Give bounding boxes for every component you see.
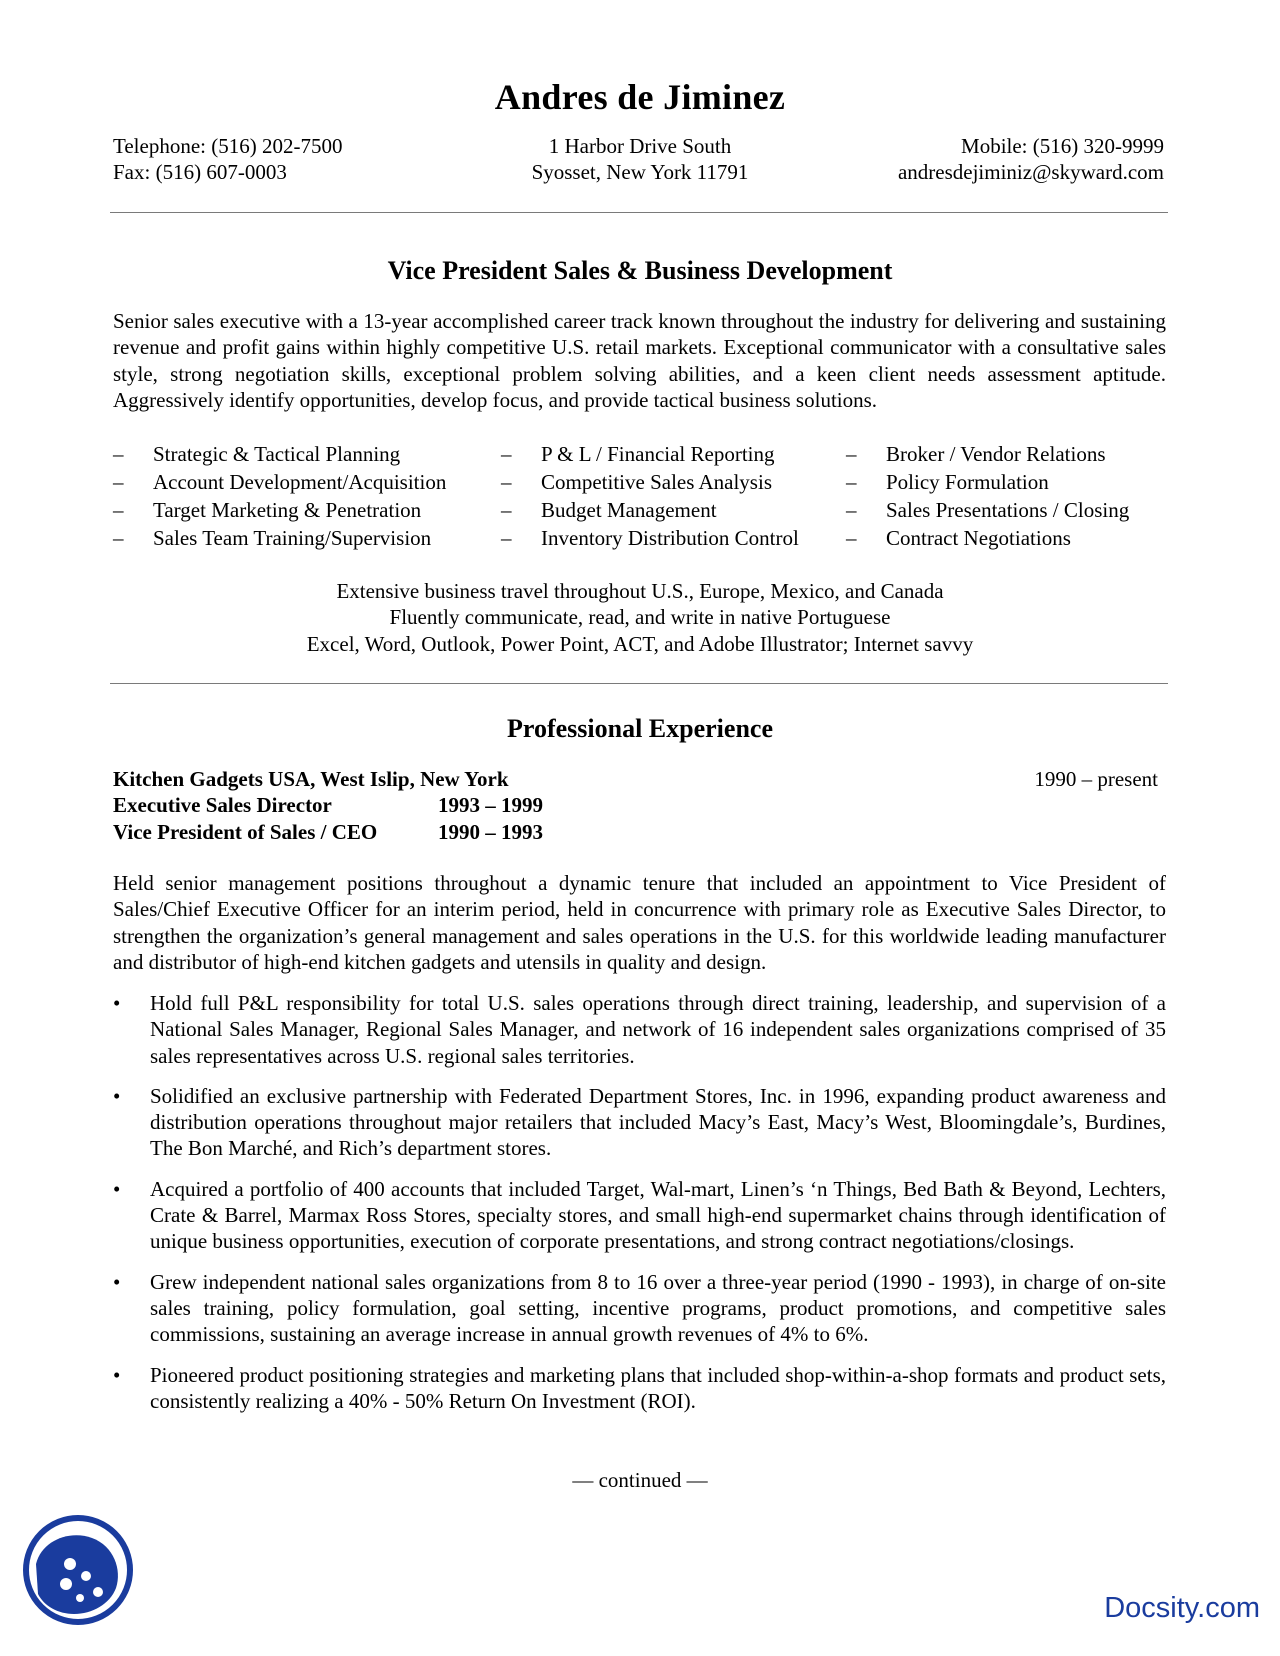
travel-line: Extensive business travel throughout U.S., Europe, Mexico, and Canada xyxy=(336,579,944,603)
role-dates: 1990 – 1993 xyxy=(438,819,543,844)
additional-qualifications xyxy=(0,578,1280,657)
continued-marker: — continued — xyxy=(572,1468,708,1492)
contact-phone-block xyxy=(113,133,342,185)
role-title: Vice President of Sales / CEO xyxy=(113,819,378,844)
address-line-1: 1 Harbor Drive South xyxy=(548,134,732,158)
skill-item: – Inventory Distribution Control xyxy=(501,526,799,550)
role-row xyxy=(113,792,543,818)
email: andresdejiminiz@skyward.com xyxy=(897,160,1164,184)
skill-item: – Broker / Vendor Relations xyxy=(846,442,1106,466)
experience-heading: Professional Experience xyxy=(507,714,773,743)
divider-top xyxy=(110,212,1168,213)
skill-item: – Sales Presentations / Closing xyxy=(846,498,1130,522)
language-line: Fluently communicate, read, and write in native Portuguese xyxy=(389,605,891,630)
skill-item: – P & L / Financial Reporting xyxy=(501,442,775,466)
bullet-icon: • xyxy=(113,991,121,1015)
skill-item: – Target Marketing & Penetration xyxy=(113,498,422,522)
bullet-icon: • xyxy=(113,1269,121,1294)
company-dates: 1990 – present xyxy=(1034,767,1158,791)
job-header xyxy=(113,766,543,845)
achievement-list xyxy=(113,990,1166,1428)
bullet-icon: • xyxy=(113,1176,121,1201)
profile-title: Vice President Sales & Business Development xyxy=(387,256,893,285)
job-intro: Held senior management positions throughout a dynamic tenure that included an appointment to Vice President of Sales/Chief Executive Officer for an interim period, held in concurrence with primary role as Executive Sales Director, to strengthen the organization’s general management and sales operations in the U.S. for this worldwide leading manufacturer and distributor of high-end kitchen gadgets and utensils in quality and design. xyxy=(113,871,1166,974)
contact-mobile-block xyxy=(898,133,1164,185)
skills-column-2 xyxy=(501,440,799,552)
skill-item: – Account Development/Acquisition xyxy=(113,470,447,494)
docsity-logo-icon[interactable] xyxy=(22,1514,134,1626)
skills-column-3 xyxy=(846,440,1129,552)
address-line-2: Syosset, New York 11791 xyxy=(531,160,749,184)
achievement-item: • Hold full P&L responsibility for total U.S. sales operations through direct training, leadership, and supervision of a National Sales Manager, Regional Sales Manager, and network of 16 independent sales organizations comprised of 35 sales representatives across U.S. regional sales territories. xyxy=(113,991,1166,1068)
mobile: Mobile: (516) 320-9999 xyxy=(961,134,1164,158)
skill-item: – Budget Management xyxy=(501,498,717,522)
achievement-item: • Pioneered product positioning strategies and marketing plans that included shop-within-a-shop formats and product sets, consistently realizing a 40% - 50% Return On Investment (ROI). xyxy=(113,1362,1166,1413)
achievement-item: • Acquired a portfolio of 400 accounts that included Target, Wal-mart, Linen’s ‘n Things, Bed Bath & Beyond, Lechters, Crate & Barrel, Marmax Ross Stores, specialty stores, and small high-end supermarket chains through identification of unique business opportunities, execution of corporate presentations, and strong contract negotiations/closings. xyxy=(113,1176,1166,1254)
role-dates: 1993 – 1999 xyxy=(438,793,543,818)
achievement-item: • Solidified an exclusive partnership with Federated Department Stores, Inc. in 1996, expanding product awareness and distribution operations throughout major retailers that included Macy’s East, Macy’s West, Bloomingdale’s, Burdines, The Bon Marché, and Rich’s department stores. xyxy=(113,1083,1166,1161)
telephone: Telephone: (516) 202-7500 xyxy=(113,134,343,158)
skill-item: – Strategic & Tactical Planning xyxy=(113,442,401,466)
contact-address-block xyxy=(440,133,840,185)
skills-column-1 xyxy=(113,440,446,552)
achievement-item: • Grew independent national sales organizations from 8 to 16 over a three-year period (1990 - 1993), in charge of on-site sales training, policy formulation, goal setting, incentive programs, product promotions, and competitive sales commissions, sustaining an average increase in annual growth revenues of 4% to 6%. xyxy=(113,1269,1166,1347)
software-line: Excel, Word, Outlook, Power Point, ACT, and Adobe Illustrator; Internet savvy xyxy=(306,631,974,656)
candidate-name: Andres de Jiminez xyxy=(494,77,786,117)
fax: Fax: (516) 607-0003 xyxy=(113,160,287,184)
profile-summary: Senior sales executive with a 13-year accomplished career track known throughout the industry for delivering and sustaining revenue and profit gains within highly competitive U.S. retail markets. Exceptional communicator with a consultative sales style, strong negotiation skills, exceptional problem solving abilities, and a keen client needs assessment aptitude. Aggressively identify opportunities, develop focus, and provide tactical business solutions. xyxy=(113,309,1166,412)
skill-item: – Competitive Sales Analysis xyxy=(501,470,772,494)
divider-middle xyxy=(110,683,1168,684)
company-name: Kitchen Gadgets USA, West Islip, New York xyxy=(113,767,509,791)
skill-item: – Sales Team Training/Supervision xyxy=(113,526,432,550)
role-row xyxy=(113,819,543,845)
bullet-icon: • xyxy=(113,1362,121,1387)
skill-item: – Policy Formulation xyxy=(846,470,1049,494)
bullet-icon: • xyxy=(113,1083,121,1108)
skill-item: – Contract Negotiations xyxy=(846,526,1071,550)
docsity-brand-link[interactable]: Docsity.com xyxy=(1104,1592,1260,1624)
role-title: Executive Sales Director xyxy=(113,793,332,818)
